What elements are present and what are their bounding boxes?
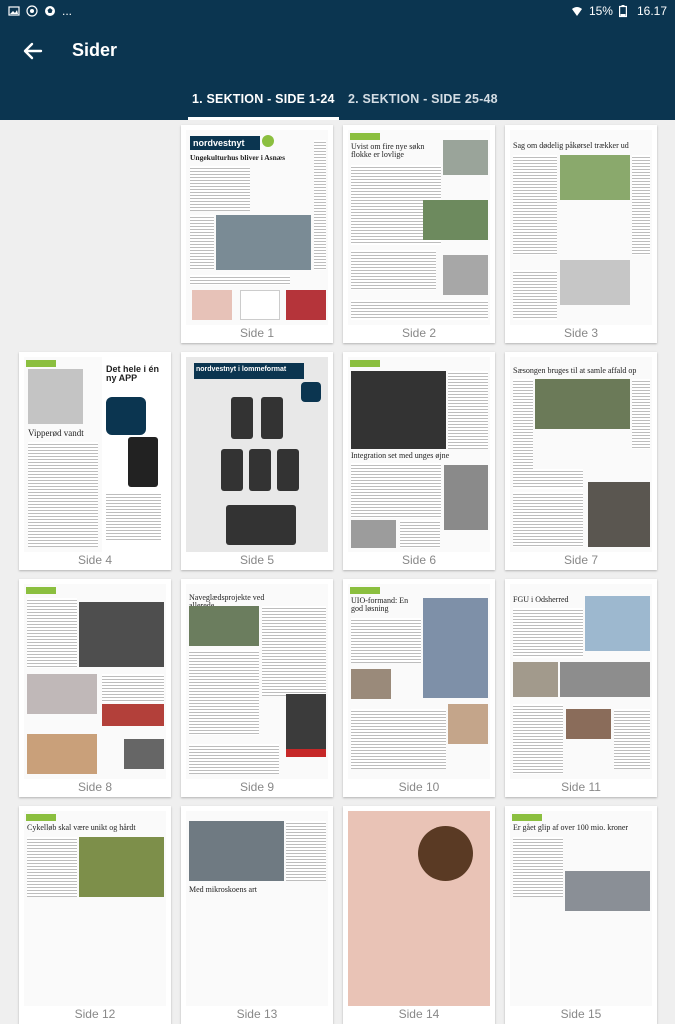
more-notifications: ...: [62, 4, 73, 18]
page-card[interactable]: [343, 579, 495, 797]
page-thumbnail: Med mikroskoens art: [186, 811, 328, 1006]
page-label: Side 14: [398, 1007, 440, 1021]
page-label: Side 1: [239, 326, 275, 340]
page-label: Side 10: [398, 780, 440, 794]
page-thumbnail: Sag om dødelig påkørsel trækker ud: [510, 130, 652, 325]
page-label: Side 2: [401, 326, 437, 340]
page-card[interactable]: [343, 806, 495, 1024]
page-thumbnail: [24, 584, 166, 779]
page-card[interactable]: [181, 125, 333, 343]
page-label: Side 4: [77, 553, 113, 567]
page-label: Side 5: [239, 553, 275, 567]
page-thumbnail: FGU i Odsherred: [510, 584, 652, 779]
page-card[interactable]: [181, 806, 333, 1024]
page-card[interactable]: [505, 352, 657, 570]
page-label: Side 11: [561, 780, 601, 794]
page-label: Side 13: [236, 1007, 278, 1021]
status-bar: [0, 0, 675, 22]
pages-grid: [0, 120, 675, 1021]
battery-percentage: 15%: [588, 4, 613, 18]
masthead-logo: nordvestnyt: [190, 136, 260, 150]
page-thumbnail: Integration set med unges øjne: [348, 357, 490, 552]
page-card[interactable]: [505, 579, 657, 797]
page-thumbnail: Vipperød vandt Det hele i én ny APP: [24, 357, 166, 552]
page-thumbnail: Er gået glip af over 100 mio. kroner: [510, 811, 652, 1006]
page-thumbnail: nordvestnyt Ungekulturhus bliver i Asnæs: [186, 130, 328, 325]
page-label: Side 15: [560, 1007, 602, 1021]
sync-notification-icon: [26, 5, 38, 17]
app-bar: [0, 22, 675, 120]
page-label: Side 7: [563, 553, 599, 567]
page-card[interactable]: [181, 579, 333, 797]
page-label: Side 8: [77, 780, 113, 794]
page-thumbnail: Uvist om fire nye søkn flokke er lovlige: [348, 130, 490, 325]
back-arrow-icon[interactable]: [20, 38, 46, 64]
clock: 16.17: [636, 4, 667, 18]
page-thumbnail: Naveglædsprojekte ved: [186, 584, 328, 779]
page-thumbnail: Cykelløb skal være unikt og hårdt: [24, 811, 166, 1006]
page-label: Side 12: [74, 1007, 116, 1021]
page-label: Side 9: [239, 780, 275, 794]
page-label: Side 3: [563, 326, 599, 340]
page-thumbnail: nordvestnyt i lommeformat: [186, 357, 328, 552]
tab-section-2-label: 2. SEKTION - SIDE 25-48: [348, 92, 498, 106]
wifi-icon: [571, 5, 583, 17]
tab-section-1[interactable]: [188, 92, 339, 120]
page-card[interactable]: [505, 806, 657, 1024]
page-card[interactable]: [343, 125, 495, 343]
page-card[interactable]: [19, 806, 171, 1024]
page-thumbnail: [348, 811, 490, 1006]
image-notification-icon: [8, 5, 20, 17]
page-card[interactable]: [505, 125, 657, 343]
battery-icon: [619, 5, 631, 17]
tab-section-2[interactable]: [344, 92, 502, 120]
page-card[interactable]: [19, 579, 171, 797]
soccer-notification-icon: [44, 5, 56, 17]
page-card[interactable]: [19, 352, 171, 570]
page-label: Side 6: [401, 553, 437, 567]
page-card[interactable]: [343, 352, 495, 570]
tab-section-1-label: 1. SEKTION - SIDE 1-24: [192, 92, 335, 106]
page-thumbnail: Sæsongen bruges til at samle affald op: [510, 357, 652, 552]
section-tabs: [0, 88, 675, 120]
page-card[interactable]: [181, 352, 333, 570]
page-thumbnail: UIO-formand: En god løsning: [348, 584, 490, 779]
page-title: Sider: [72, 40, 118, 60]
